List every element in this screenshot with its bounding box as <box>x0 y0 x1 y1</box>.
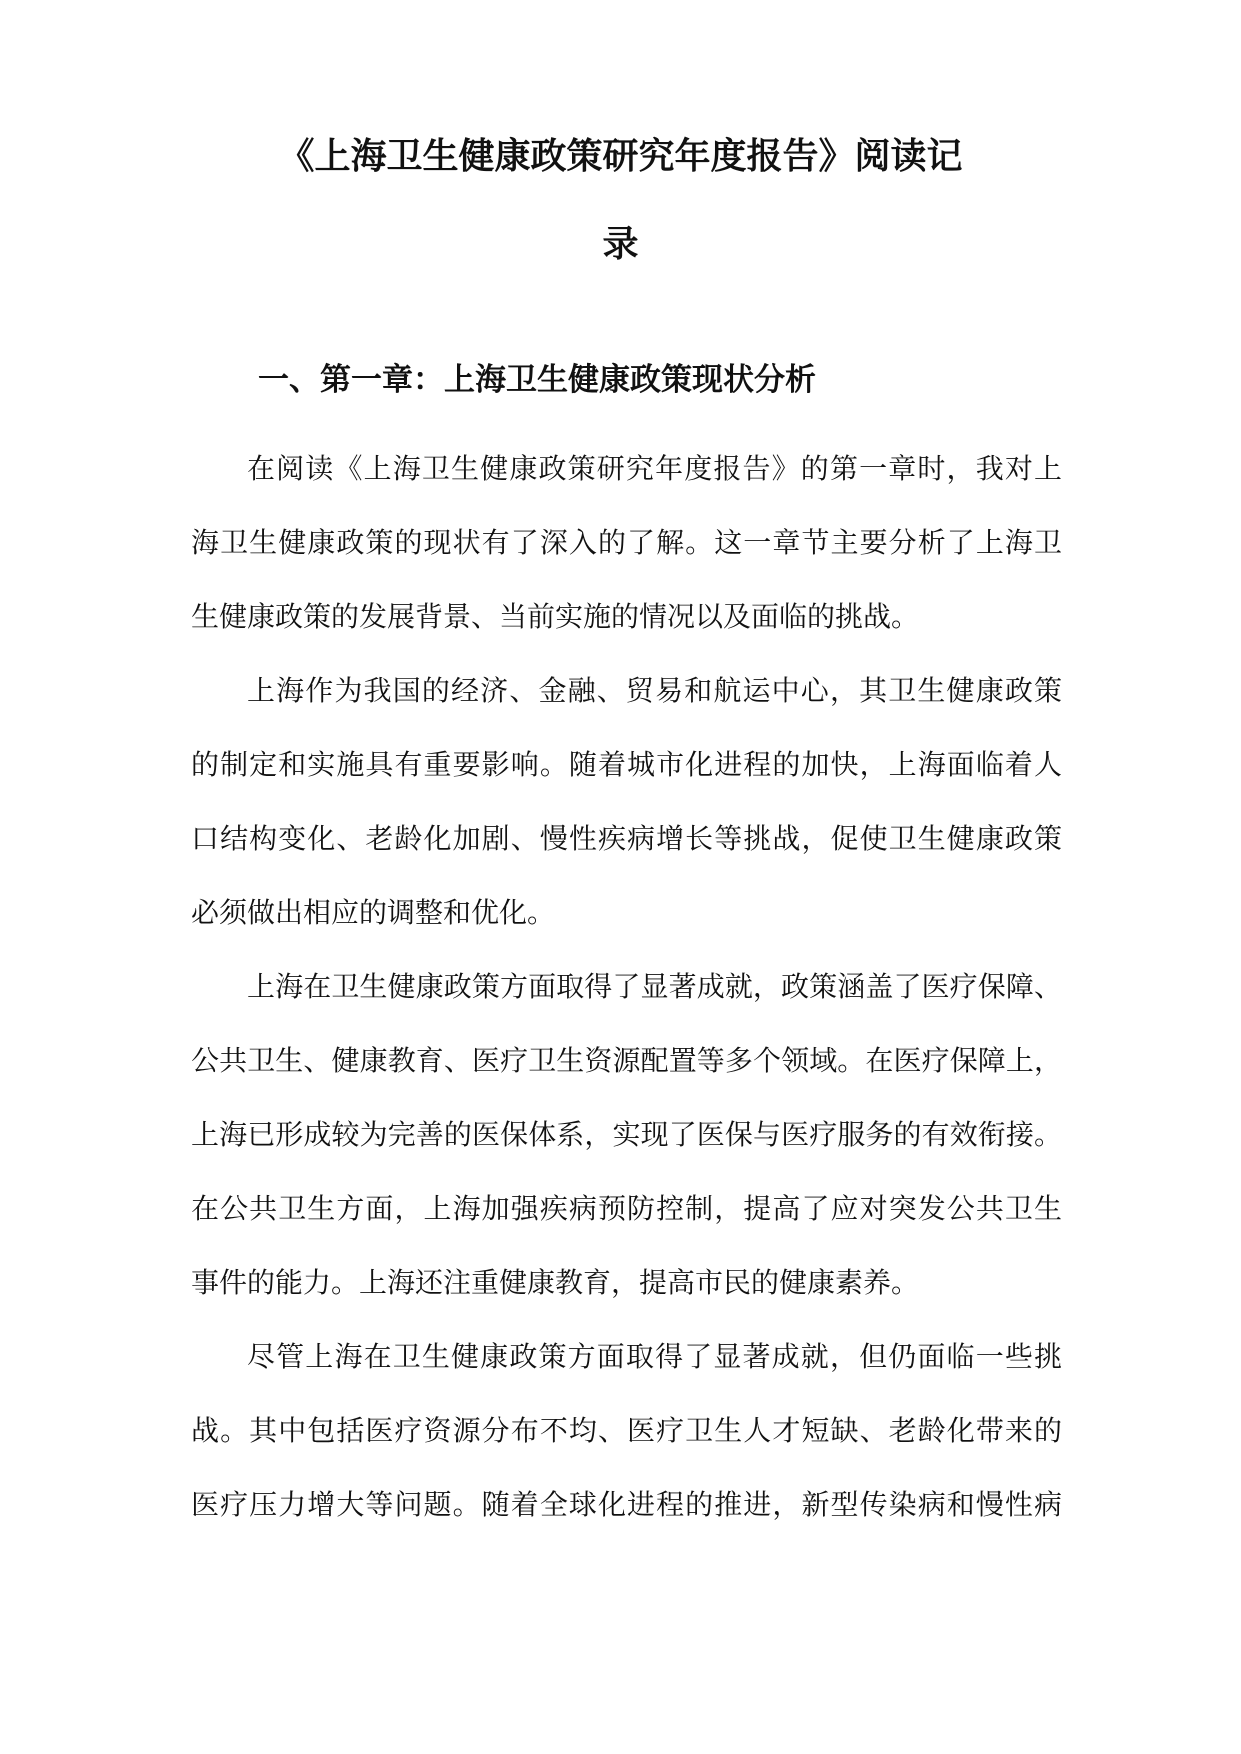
paragraph-2-line-1: 上海作为我国的经济、金融、贸易和航运中心，其卫生健康政策 <box>247 674 1062 707</box>
paragraph-1-line-3: 生健康政策的发展背景、当前实施的情况以及面临的挑战。 <box>191 600 920 633</box>
paragraph-3-line-4: 在公共卫生方面，上海加强疾病预防控制，提高了应对突发公共卫生 <box>191 1192 1062 1225</box>
paragraph-1-line-2: 海卫生健康政策的现状有了深入的了解。这一章节主要分析了上海卫 <box>191 526 1062 559</box>
paragraph-2-line-3: 口结构变化、老龄化加剧、慢性疾病增长等挑战，促使卫生健康政策 <box>191 822 1062 855</box>
paragraph-4-line-3: 医疗压力增大等问题。随着全球化进程的推进，新型传染病和慢性病 <box>191 1488 1062 1521</box>
paragraph-2-line-2: 的制定和实施具有重要影响。随着城市化进程的加快，上海面临着人 <box>191 748 1062 781</box>
paragraph-4-line-1: 尽管上海在卫生健康政策方面取得了显著成就，但仍面临一些挑 <box>247 1340 1062 1373</box>
document-title-line-2: 录 <box>602 224 639 265</box>
paragraph-2-line-4: 必须做出相应的调整和优化。 <box>191 896 556 929</box>
section-heading: 一、第一章：上海卫生健康政策现状分析 <box>258 362 816 398</box>
paragraph-3-line-3: 上海已形成较为完善的医保体系，实现了医保与医疗服务的有效衔接。 <box>191 1118 1062 1151</box>
paragraph-4-line-2: 战。其中包括医疗资源分布不均、医疗卫生人才短缺、老龄化带来的 <box>191 1414 1062 1447</box>
document-title-line-1: 《上海卫生健康政策研究年度报告》阅读记 <box>278 136 963 177</box>
paragraph-3-line-5: 事件的能力。上海还注重健康教育，提高市民的健康素养。 <box>191 1266 920 1299</box>
paragraph-3-line-2: 公共卫生、健康教育、医疗卫生资源配置等多个领域。在医疗保障上， <box>191 1044 1062 1077</box>
paragraph-1-line-1: 在阅读《上海卫生健康政策研究年度报告》的第一章时，我对上 <box>247 452 1062 485</box>
paragraph-3-line-1: 上海在卫生健康政策方面取得了显著成就，政策涵盖了医疗保障、 <box>247 970 1062 1003</box>
